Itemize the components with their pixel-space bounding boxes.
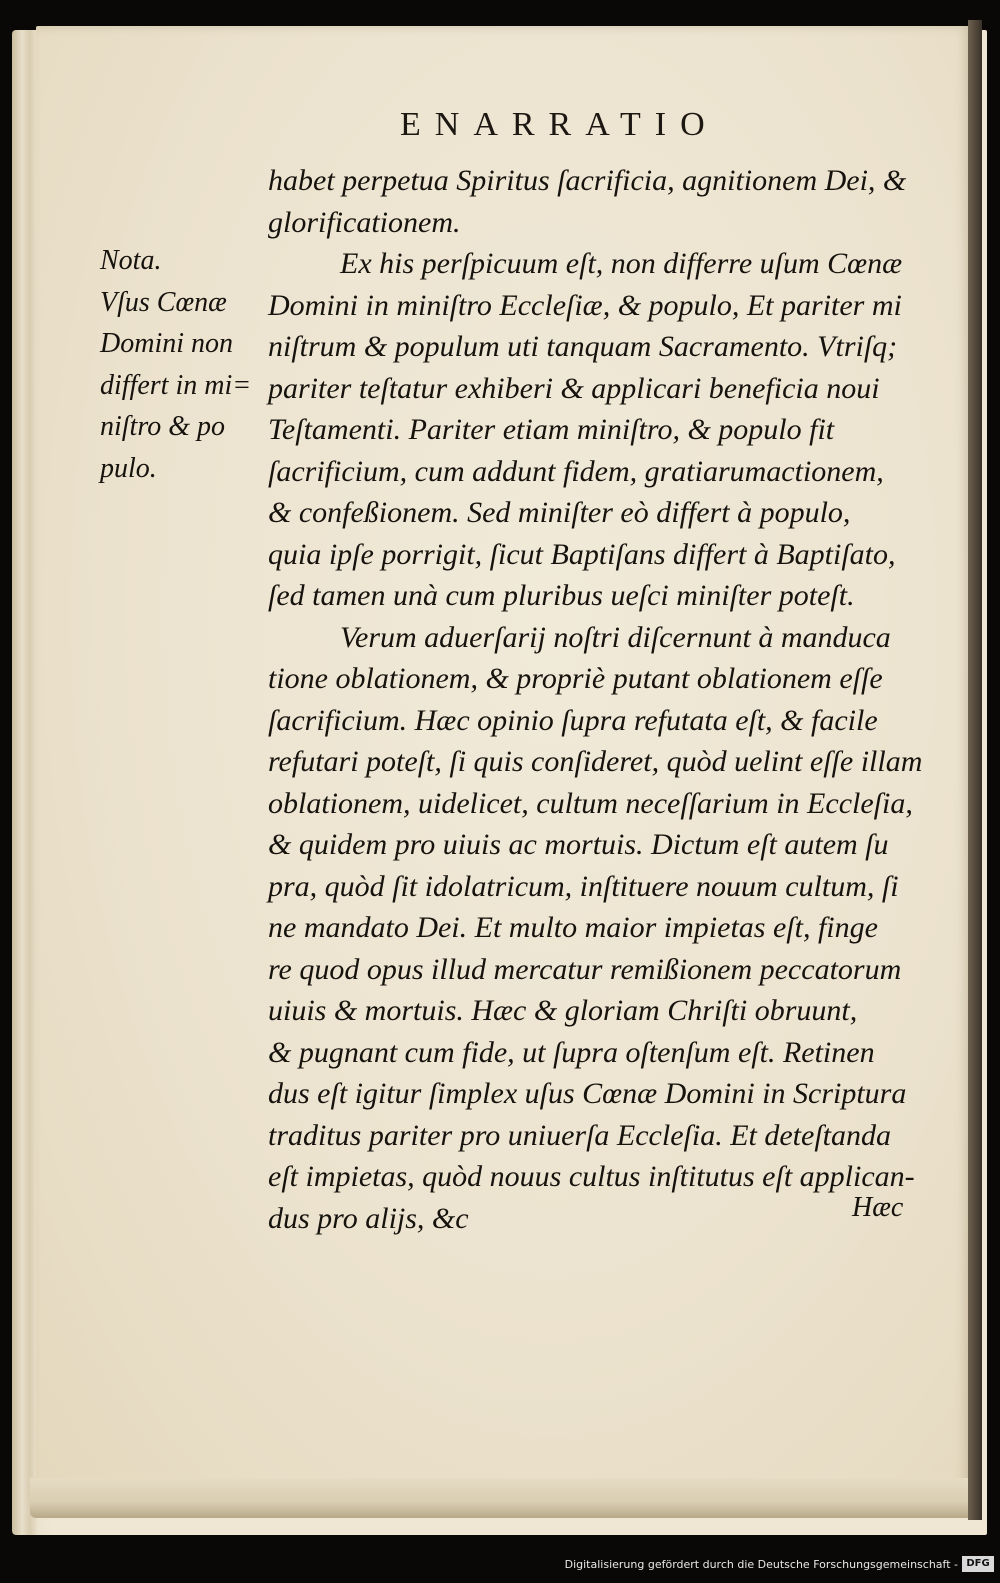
catchword: Hæc — [852, 1192, 904, 1223]
text-line: pariter teſtatur exhiberi & applicari beneficia noui — [268, 371, 880, 405]
running-head: ENARRATIO — [400, 106, 719, 143]
binding-shadow — [968, 20, 982, 1520]
text-line: Teſtamenti. Pariter etiam miniſtro, & populo fit — [268, 413, 835, 446]
text-line: habet perpetua Spiritus ſacrificia, agnitionem Dei, & — [268, 164, 907, 197]
text-line: & pugnant cum fide, ut ſupra oſtenſum eſt. Retinen — [268, 1035, 875, 1069]
margin-line: differt in mi= — [100, 369, 252, 401]
margin-line: niſtro & po — [100, 411, 225, 442]
margin-line: Domini non — [100, 328, 233, 359]
funding-credit: Digitalisierung gefördert durch die Deutsche Forschungsgemeinschaft - — [564, 1558, 958, 1571]
text-line: dus pro alijs, &c — [268, 1201, 469, 1235]
text-line: & quidem pro uiuis ac mortuis. Dictum eſt autem ſu — [268, 828, 889, 861]
text-line: ſed tamen unà cum pluribus ueſci miniſter poteſt. — [268, 579, 855, 612]
body-text — [268, 160, 923, 1239]
text-line: refutari poteſt, ſi quis conſideret, quòd uelint eſſe illam — [268, 745, 923, 778]
text-line: ne mandato Dei. Et multo maior impietas eſt, finge — [268, 911, 878, 944]
text-line: quia ipſe porrigit, ſicut Baptiſans differt à Baptiſato, — [268, 537, 896, 571]
text-line: glorificationem. — [268, 205, 461, 239]
text-line: ſacrificium. Hæc opinio ſupra refutata eſt, & facile — [268, 703, 878, 737]
text-line: ſacrificium, cum addunt fidem, gratiarumactionem, — [268, 454, 884, 488]
text-line: & confeßionem. Sed miniſter eò differt à populo, — [268, 496, 851, 529]
text-line: re quod opus illud mercatur remißionem peccatorum — [268, 952, 902, 986]
digitization-footer — [0, 1550, 1000, 1583]
text-line: traditus pariter pro uniuerſa Eccleſia. Et deteſtanda — [268, 1118, 891, 1152]
text-line: eſt impietas, quòd nouus cultus inſtitutus eſt applican- — [268, 1160, 915, 1193]
marginal-note — [100, 240, 260, 489]
text-line: pra, quòd ſit idolatricum, inſtituere nouum cultum, ſi — [268, 869, 899, 903]
dfg-logo-icon: DFG — [962, 1556, 994, 1572]
margin-line: Nota. — [100, 245, 162, 276]
text-line: oblationem, uidelicet, cultum neceſſarium in Eccleſia, — [268, 786, 913, 820]
text-line: Verum aduerſarij noſtri diſcernunt à manduca — [340, 620, 891, 654]
text-line: uiuis & mortuis. Hæc & gloriam Chriſti obruunt, — [268, 994, 858, 1027]
text-line: dus eſt igitur ſimplex uſus Cœnæ Domini in Scriptura — [268, 1077, 907, 1110]
text-line: niſtrum & populum uti tanquam Sacramento. Vtriſq; — [268, 330, 898, 363]
text-line: Ex his perſpicuum eſt, non differre uſum Cœnæ — [340, 247, 903, 280]
margin-line: pulo. — [100, 452, 157, 484]
text-line: tione oblationem, & propriè putant oblationem eſſe — [268, 662, 883, 695]
margin-line: Vſus Cœnæ — [100, 286, 227, 318]
page-bottom-edge — [30, 1478, 975, 1518]
text-line: Domini in miniſtro Eccleſiæ, & populo, Et pariter mi — [268, 288, 902, 322]
